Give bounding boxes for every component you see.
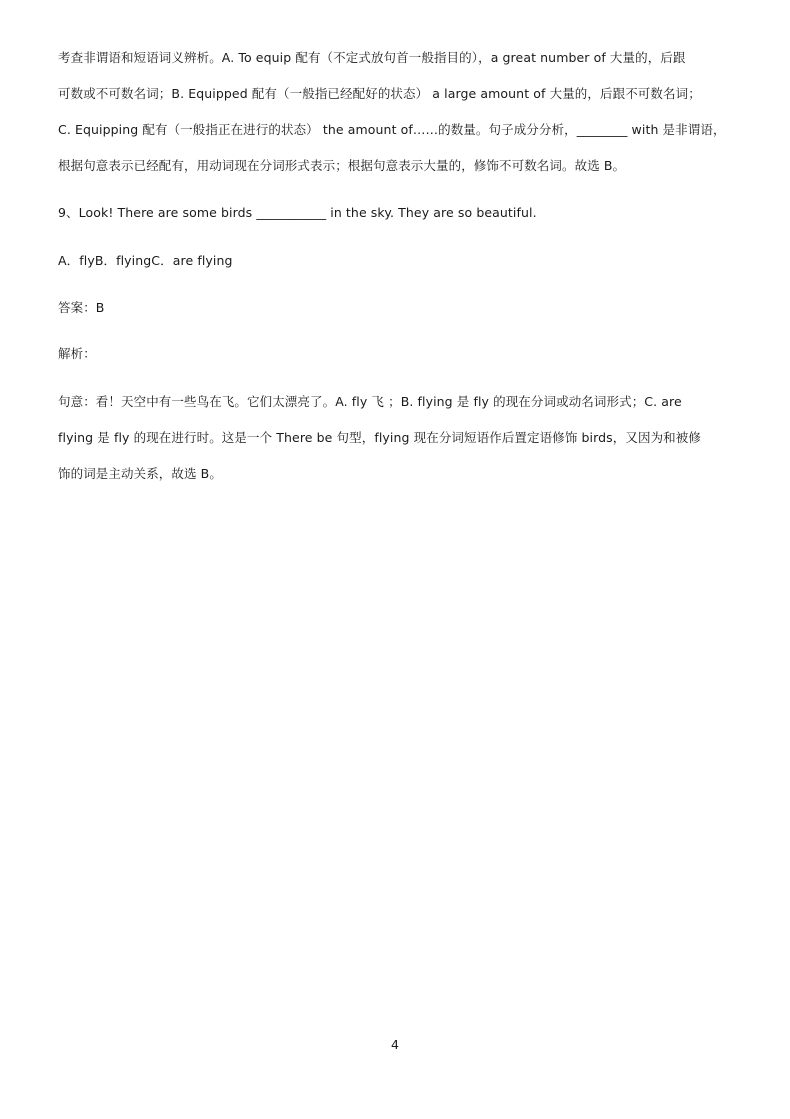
analysis-line: 饰的词是主动关系，故选 B。 <box>58 466 222 481</box>
answer-line: 答案：B <box>58 300 105 315</box>
analysis-label: 解析： <box>58 346 96 361</box>
question-stem: 9、Look! There are some birds ___________ in the sky. They are so beautiful. <box>58 205 537 220</box>
explanation-line: 考查非谓语和短语词义辨析。A. To equip 配有（不定式放句首一般指目的），a great number of 大量的，后跟 <box>58 50 686 65</box>
page-number: 4 <box>391 1037 399 1052</box>
question-options: A．flyB．flyingC．are flying <box>58 253 233 268</box>
analysis-line: flying 是 fly 的现在进行时。这是一个 There be 句型，flying 现在分词短语作后置定语修饰 birds，又因为和被修 <box>58 430 701 445</box>
explanation-line: C. Equipping 配有（一般指正在进行的状态） the amount of……的数量。句子成分分析，________ with 是非谓语， <box>58 122 726 137</box>
analysis-line: 句意：看！天空中有一些鸟在飞。它们太漂亮了。A. fly 飞 ；B. flying 是 fly 的现在分词或动名词形式；C. are <box>58 394 682 409</box>
explanation-line: 可数或不可数名词；B. Equipped 配有（一般指已经配好的状态） a large amount of 大量的，后跟不可数名词； <box>58 86 701 101</box>
explanation-line: 根据句意表示已经配有，用动词现在分词形式表示；根据句意表示大量的，修饰不可数名词。故选 B。 <box>58 158 626 173</box>
